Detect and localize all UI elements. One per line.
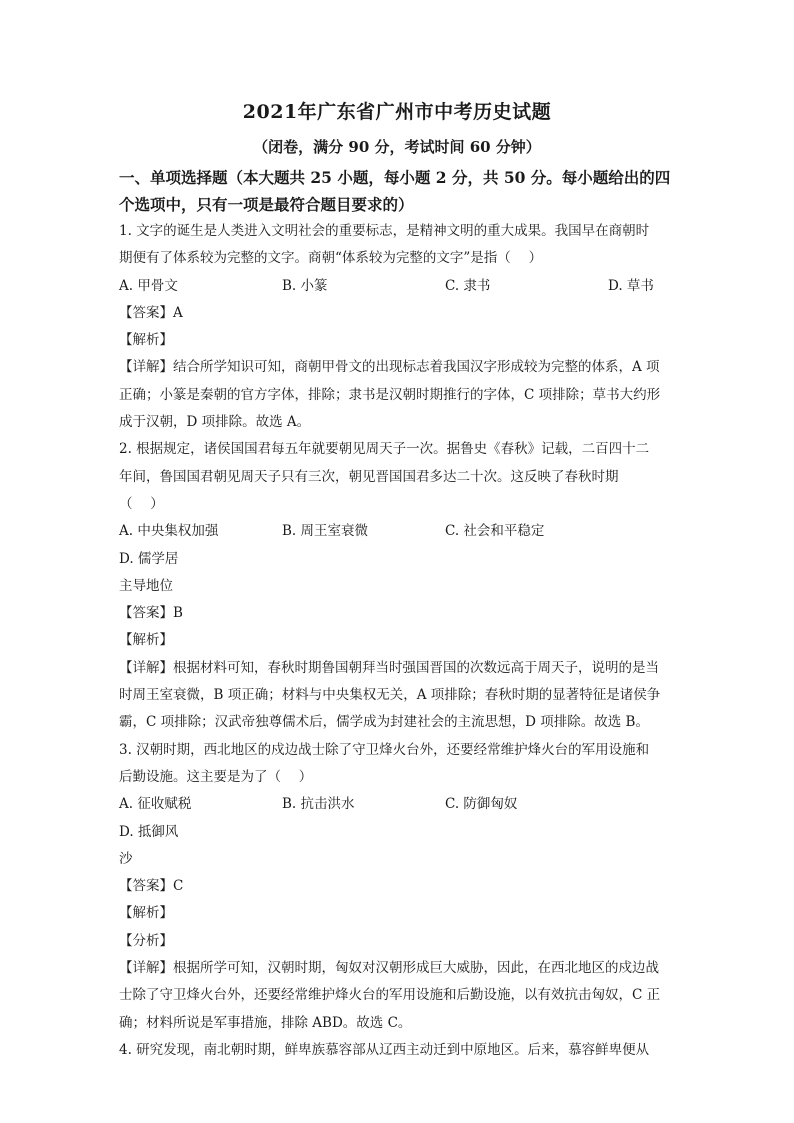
option-d: D. 草书 [608,277,654,294]
analysis-tag: 【解析】 [119,905,173,922]
answer-line [119,300,675,327]
answer-value: B [173,605,183,622]
page-title: 2021年广东省广州市中考历史试题 [242,101,552,123]
detail-line: 确；材料所说是军事措施，排除 ABD。故选 C。 [119,1014,412,1031]
option-b: B. 抗击洪水 [282,796,355,813]
detail-line: 霸，C 项排除；汉武帝独尊儒术后，儒学成为封建社会的主流思想，D 项排除。故选 B。 [119,714,649,731]
document-content [119,98,675,1064]
exam-info-subtitle: （闭卷，满分 90 分，考试时间 60 分钟） [253,138,541,156]
question-stem-line: 4. 研究发现，南北朝时期，鲜卑族慕容部从辽西主动迁到中原地区。后来，慕容鲜卑便从 [119,1041,650,1058]
question-4 [119,1037,675,1064]
option-a: A. 中央集权加强 [119,523,219,540]
analysis-tag: 【解析】 [119,332,173,349]
detail-text: 根据材料可知，春秋时期鲁国朝拜当时强国晋国的次数远高于周天子，说明的是当 [173,659,659,676]
summary-tag: 【分析】 [119,932,173,949]
detail-line [119,655,675,682]
answer-tag: 【答案】 [119,304,173,321]
option-a: A. 甲骨文 [119,277,178,294]
question-stem-line: 1. 文字的诞生是人类进入文明社会的重要标志，是精神文明的重大成果。我国早在商朝时 [119,223,650,239]
answer-line [119,873,675,900]
option-c: C. 防御匈奴 [445,796,518,813]
detail-line [119,354,675,381]
question-stem-line: 年间，鲁国国君朝见周天子只有三次，朝见晋国国君多达二十次。这反映了春秋时期 [119,468,619,485]
option-d: D. 抵御风 [119,823,179,840]
answer-options [119,518,675,600]
detail-text: 根据所学可知，汉朝时期，匈奴对汉朝形成巨大威胁，因此，在西北地区的戍边战 [173,960,659,977]
answer-tag: 【答案】 [119,605,173,622]
detail-line: 时周王室衰微，B 项正确；材料与中央集权无关，A 项排除；春秋时期的显著特征是诸侯争 [119,687,661,704]
detail-line: 士除了守卫烽火台外，还要经常维护烽火台的军用设施和后勤设施，以有效抗击匈奴，C 正 [119,987,661,1004]
option-c: C. 社会和平稳定 [445,523,545,540]
question-3 [119,737,675,1037]
question-stem-line: 3. 汉朝时期，西北地区的戍边战士除了守卫烽火台外，还要经常维护烽火台的军用设施和 [119,741,650,758]
detail-tag: 【详解】 [119,359,173,376]
question-stem-line: （ ） [119,495,164,512]
section-heading-line-1: 一、单项选择题（本大题共 25 小题，每小题 2 分，共 50 分。每小题给出的四 [119,168,671,187]
option-b: B. 周王室衰微 [282,523,369,540]
question-2 [119,436,675,736]
option-b: B. 小篆 [282,277,328,294]
option-c: C. 隶书 [445,277,491,294]
answer-line [119,600,675,627]
answer-options [119,791,675,873]
option-d-continuation: 沙 [119,850,133,867]
detail-tag: 【详解】 [119,960,173,977]
question-stem-line: 2. 根据规定，诸侯国国君每五年就要朝见周天子一次。据鲁史《春秋》记载，二百四十二 [119,441,650,458]
analysis-tag: 【解析】 [119,632,173,649]
option-a: A. 征收赋税 [119,796,192,813]
answer-tag: 【答案】 [119,878,173,895]
detail-line [119,955,675,982]
option-d-continuation: 主导地位 [119,577,173,594]
question-stem-line: 后勤设施。这主要是为了（ ） [119,768,313,785]
detail-text: 结合所学知识可知，商朝甲骨文的出现标志着我国汉字形成较为完整的体系，A 项 [173,359,660,376]
answer-options [119,273,675,300]
detail-line: 正确；小篆是秦朝的官方字体，排除；隶书是汉朝时期推行的字体，C 项排除；草书大约形 [119,386,661,403]
option-d: D. 儒学居 [119,550,179,567]
detail-tag: 【详解】 [119,659,173,676]
answer-value: A [173,304,183,321]
answer-value: C [173,878,184,895]
section-heading-line-2: 个选项中，只有一项是最符合题目要求的） [119,195,414,214]
detail-line: 成于汉朝，D 项排除。故选 A。 [119,414,311,431]
question-stem-line: 期便有了体系较为完整的文字。商朝“体系较为完整的文字”是指（ ） [119,250,543,267]
question-1 [119,218,675,436]
